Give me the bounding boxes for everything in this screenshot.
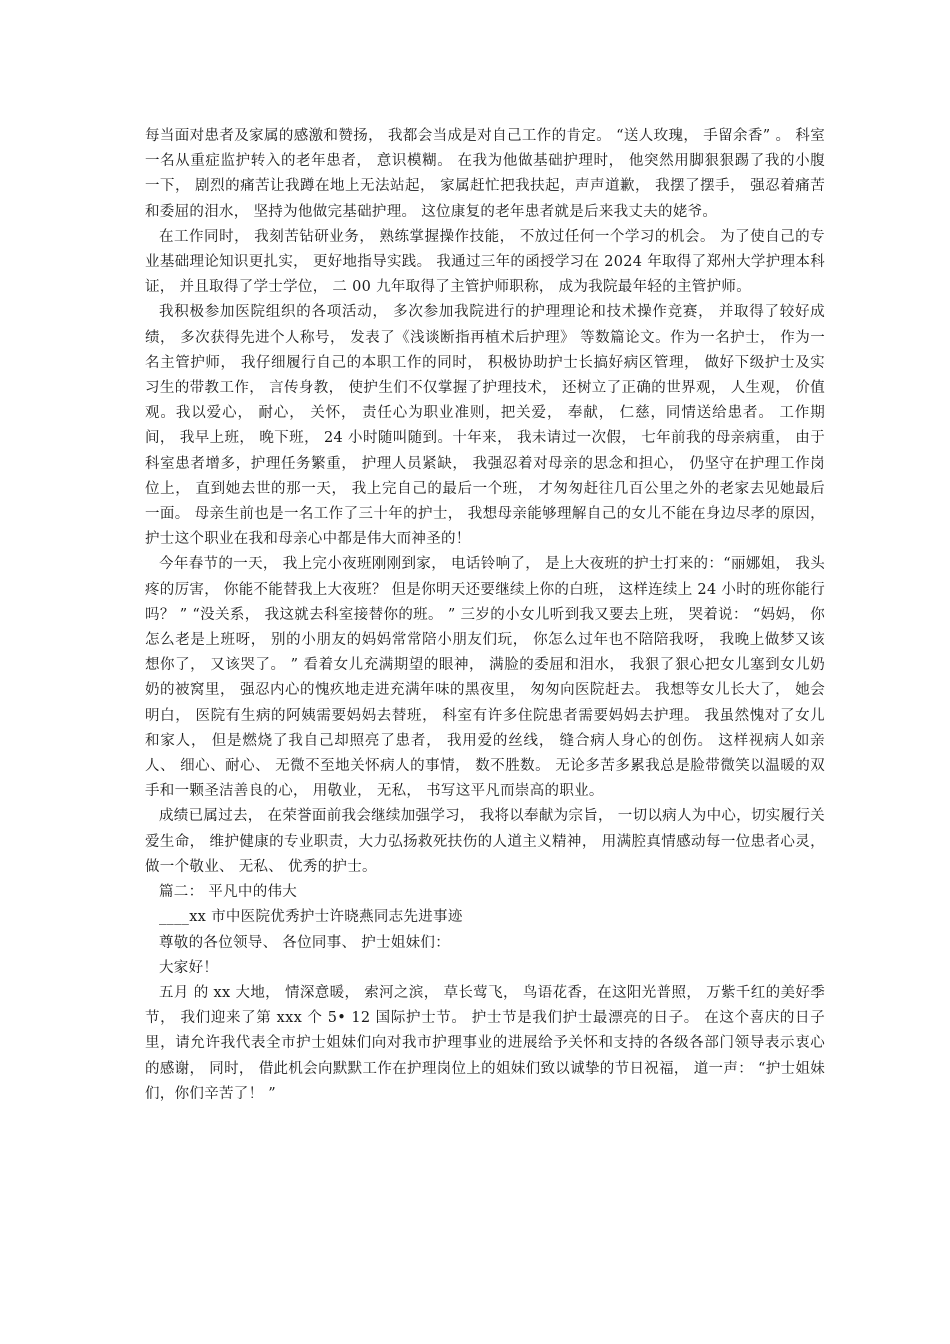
document-page: [145, 124, 825, 1107]
paragraph-conclusion: 成绩已属过去， 在荣誉面前我会继续加强学习， 我将以奉献为宗旨， 一切以病人为中心，切实履行关爱生命， 维护健康的专业职责，大力弘扬救死扶伤的人道主义精神， 用满腔真情感动每一位患者心灵， 做一个敬业、 无私、 优秀的护士。: [145, 808, 825, 875]
section-subtitle: ____xx 市中医院优秀护士许晓燕同志先进事迹: [159, 909, 463, 926]
paragraph-spring-festival: 今年春节的一天， 我上完小夜班刚刚到家， 电话铃响了， 是上大夜班的护士打来的：“丽娜姐， 我头疼的厉害， 你能不能替我上大夜班？ 但是你明天还要继续上你的白班， 这样连续上 24 小时的班你能行吗？ ” “没关系， 我这就去科室接替你的班。 ” 三岁的小女儿听到我又要去上班， 哭着说： “妈妈， 你怎么老是上班呀， 别的小朋友的妈妈常常陪小朋友们玩， 你怎么过年也不陪陪我呀， 我晚上做梦又该想你了， 又该哭了。 ” 看着女儿充满期望的眼神， 满脸的委屈和泪水， 我狠了狠心把女儿塞到女儿奶奶的被窝里， 强忍内心的愧疚地走进充满年味的黑夜里， 匆匆向医院赶去。 我想等女儿长大了， 她会明白， 医院有生病的阿姨需要妈妈去替班， 科室有许多住院患者需要妈妈去护理。 我虽然愧对了女儿和家人， 但是燃烧了我自己却照亮了患者， 我用爱的丝线， 缝合病人身心的创伤。 这样视病人如亲人、 细心、耐心、 无微不至地关怀病人的事情， 数不胜数。 无论多苦多累我总是脸带微笑以温暖的双手和一颗圣洁善良的心， 用敬业， 无私， 书写这平凡而崇高的职业。: [145, 556, 825, 800]
salutation: 尊敬的各位领导、 各位同事、 护士姐妹们：: [159, 934, 451, 951]
section-heading: 篇二： 平凡中的伟大: [159, 884, 298, 901]
greeting: 大家好！: [159, 959, 219, 976]
paragraph-activities: 我积极参加医院组织的各项活动， 多次参加我院进行的护理理论和技术操作竞赛， 并取得了较好成绩， 多次获得先进个人称号， 发表了《浅谈断指再植术后护理》 等数篇论文。作为一名护士， 作为一名主管护师， 我仔细履行自己的本职工作的同时， 积极协助护士长搞好病区管理， 做好下级护士及实习生的带教工作， 言传身教， 使护生们不仅掌握了护理技术， 还树立了正确的世界观， 人生观， 价值观。我以爱心， 耐心， 关怀， 责任心为职业准则，把关爱， 奉献， 仁慈，同情送给患者。 工作期间， 我早上班， 晚下班， 24 小时随叫随到。十年来， 我未请过一次假， 七年前我的母亲病重， 由于科室患者增多，护理任务繁重， 护理人员紧缺， 我强忍着对母亲的思念和担心， 仍坚守在护理工作岗位上， 直到她去世的那一天， 我上完自己的最后一个班， 才匆匆赶往几百公里之外的老家去见她最后一面。 母亲生前也是一名工作了三十年的护士， 我想母亲能够理解自己的女儿不能在身边尽孝的原因， 护士这个职业在我和母亲心中都是伟大而神圣的！: [145, 304, 825, 548]
paragraph-study: 在工作同时， 我刻苦钻研业务， 熟练掌握操作技能， 不放过任何一个学习的机会。 为了使自己的专业基础理论知识更扎实， 更好地指导实践。 我通过三年的函授学习在 2024 年取得了郑州大学护理本科证， 并且取得了学士学位， 二 00 九年取得了主管护师职称， 成为我院最年轻的主管护师。: [145, 228, 825, 296]
paragraph-nurses-day: 五月 的 xx 大地， 情深意暖， 索河之滨， 草长莺飞， 鸟语花香，在这阳光普照， 万紫千红的美好季节， 我们迎来了第 xxx 个 5• 12 国际护士节。 护士节是我们护士最漂亮的日子。 在这个喜庆的日子里，请允许我代表全市护士姐妹们向对我市护理事业的进展给予关怀和支持的各级各部门领导表示衷心的感谢， 同时， 借此机会向默默工作在护理岗位上的姐妹们致以诚挚的节日祝福， 道一声： “护士姐妹们，你们辛苦了！ ”: [145, 984, 825, 1102]
paragraph-gratitude: 每当面对患者及家属的感激和赞扬， 我都会当成是对自己工作的肯定。 “送人玫瑰， 手留余香” 。 科室一名从重症监护转入的老年患者， 意识模糊。 在我为他做基础护理时， 他突然用脚狠狠踢了我的小腹一下， 剧烈的痛苦让我蹲在地上无法站起， 家属赶忙把我扶起，声声道歉， 我摆了摆手， 强忍着痛苦和委屈的泪水， 坚持为他做完基础护理。 这位康复的老年患者就是后来我丈夫的姥爷。: [145, 128, 825, 220]
